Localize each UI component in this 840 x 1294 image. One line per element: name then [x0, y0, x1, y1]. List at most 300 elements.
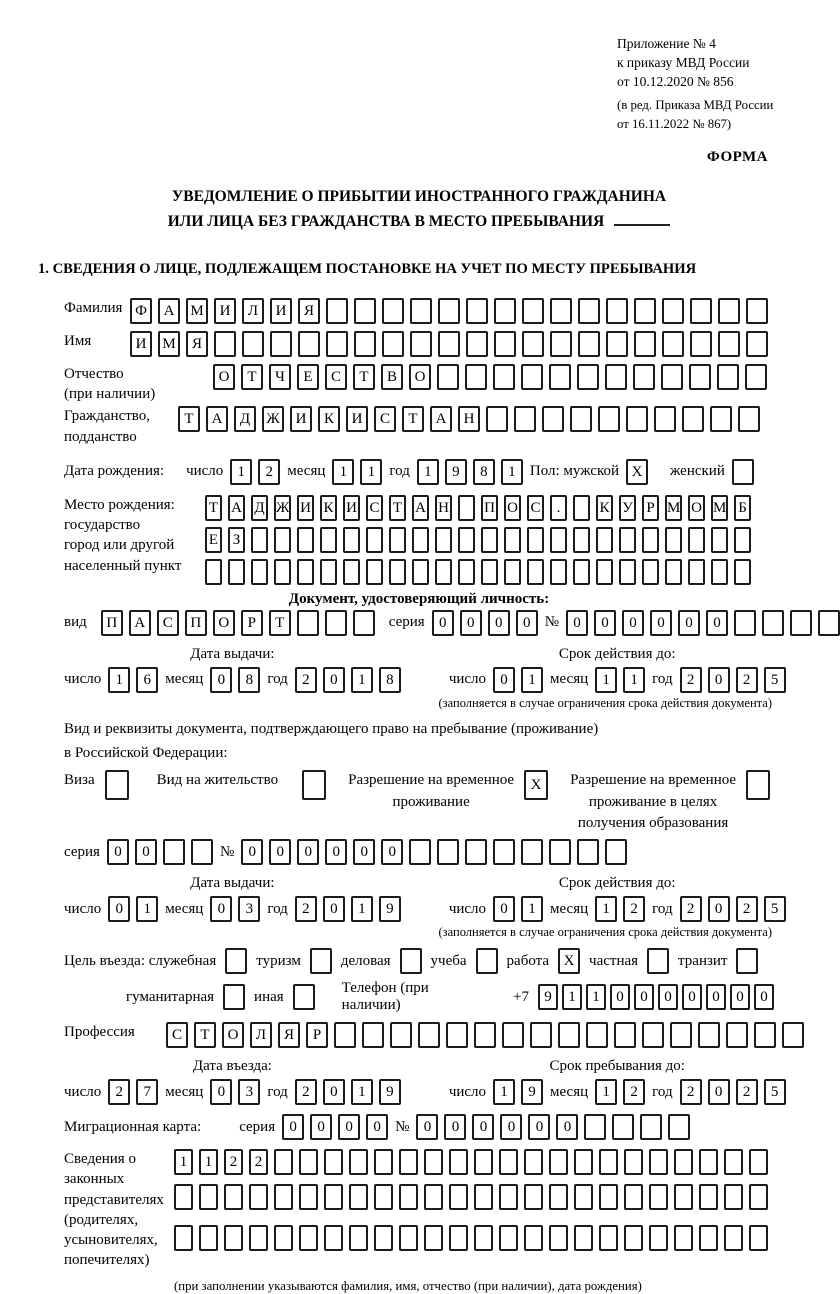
cell[interactable] — [499, 1149, 518, 1175]
cell[interactable] — [598, 406, 620, 432]
cell[interactable] — [736, 948, 758, 974]
cell[interactable] — [642, 527, 659, 553]
cell[interactable]: 5 — [764, 667, 786, 693]
cell[interactable]: Л — [242, 298, 264, 324]
cell[interactable] — [499, 1225, 518, 1251]
cell[interactable] — [574, 1184, 593, 1210]
cell[interactable] — [734, 527, 751, 553]
cell[interactable] — [298, 331, 320, 357]
cell[interactable] — [624, 1149, 643, 1175]
cell[interactable]: 7 — [136, 1079, 158, 1105]
cell[interactable] — [324, 1149, 343, 1175]
cell[interactable] — [458, 495, 475, 521]
cell[interactable] — [762, 610, 784, 636]
cell[interactable]: Ж — [274, 495, 291, 521]
cell[interactable] — [558, 1022, 580, 1048]
cell[interactable]: 0 — [323, 1079, 345, 1105]
cell[interactable] — [274, 1184, 293, 1210]
cell[interactable] — [400, 948, 422, 974]
cell[interactable] — [493, 364, 515, 390]
cell[interactable]: 2 — [295, 896, 317, 922]
cell[interactable] — [223, 984, 245, 1010]
cell[interactable] — [225, 948, 247, 974]
cell[interactable] — [724, 1225, 743, 1251]
cell[interactable]: 0 — [706, 610, 728, 636]
cell[interactable]: 1 — [623, 667, 645, 693]
cell[interactable] — [474, 1022, 496, 1048]
cell[interactable] — [320, 527, 337, 553]
cell[interactable]: 0 — [594, 610, 616, 636]
cell[interactable]: Е — [297, 364, 319, 390]
cell[interactable] — [599, 1149, 618, 1175]
cell[interactable] — [746, 298, 768, 324]
cell[interactable] — [577, 839, 599, 865]
cell[interactable]: У — [619, 495, 636, 521]
cell[interactable] — [549, 839, 571, 865]
cell[interactable]: 0 — [488, 610, 510, 636]
cell[interactable] — [689, 364, 711, 390]
cell[interactable] — [634, 298, 656, 324]
cell[interactable]: 0 — [353, 839, 375, 865]
cell[interactable] — [325, 610, 347, 636]
cell[interactable]: А — [412, 495, 429, 521]
cell[interactable]: 0 — [416, 1114, 438, 1140]
cell[interactable] — [270, 331, 292, 357]
cell[interactable] — [504, 559, 521, 585]
cell[interactable]: 0 — [269, 839, 291, 865]
cell[interactable] — [662, 331, 684, 357]
cell[interactable] — [481, 527, 498, 553]
cell[interactable] — [698, 1022, 720, 1048]
cell[interactable]: 0 — [754, 984, 774, 1010]
cell[interactable] — [665, 527, 682, 553]
cell[interactable] — [690, 331, 712, 357]
cell[interactable]: 0 — [210, 896, 232, 922]
cell[interactable] — [299, 1149, 318, 1175]
cell[interactable] — [619, 527, 636, 553]
cell[interactable] — [674, 1149, 693, 1175]
cell[interactable] — [366, 527, 383, 553]
cell[interactable]: И — [130, 331, 152, 357]
cell[interactable]: 0 — [323, 667, 345, 693]
cell[interactable] — [228, 559, 245, 585]
cell[interactable]: 2 — [680, 1079, 702, 1105]
cell[interactable] — [474, 1149, 493, 1175]
cell[interactable]: С — [166, 1022, 188, 1048]
cell[interactable] — [502, 1022, 524, 1048]
cell[interactable] — [724, 1149, 743, 1175]
cell[interactable] — [711, 527, 728, 553]
cell[interactable] — [612, 1114, 634, 1140]
cell[interactable] — [399, 1184, 418, 1210]
cell[interactable]: 8 — [379, 667, 401, 693]
cell[interactable] — [734, 559, 751, 585]
cell[interactable] — [324, 1225, 343, 1251]
cell[interactable] — [514, 406, 536, 432]
cell[interactable] — [274, 559, 291, 585]
cell[interactable]: С — [527, 495, 544, 521]
cell[interactable] — [382, 298, 404, 324]
cell[interactable]: 0 — [444, 1114, 466, 1140]
cell[interactable] — [734, 610, 756, 636]
cell[interactable]: 0 — [135, 839, 157, 865]
cell[interactable]: О — [213, 364, 235, 390]
cell[interactable] — [642, 1022, 664, 1048]
cell[interactable] — [409, 839, 431, 865]
cell[interactable]: 9 — [379, 896, 401, 922]
cell[interactable]: 1 — [174, 1149, 193, 1175]
cell[interactable]: 0 — [108, 896, 130, 922]
cell[interactable]: И — [343, 495, 360, 521]
cell[interactable] — [521, 364, 543, 390]
cell[interactable]: 1 — [521, 667, 543, 693]
cell[interactable]: О — [688, 495, 705, 521]
cell[interactable] — [654, 406, 676, 432]
cell[interactable]: Я — [186, 331, 208, 357]
cell[interactable]: 0 — [493, 896, 515, 922]
cell[interactable] — [633, 364, 655, 390]
cell[interactable] — [349, 1149, 368, 1175]
cell[interactable] — [550, 559, 567, 585]
cell[interactable]: 0 — [650, 610, 672, 636]
cell[interactable] — [424, 1184, 443, 1210]
cell[interactable] — [577, 364, 599, 390]
cell[interactable]: 0 — [706, 984, 726, 1010]
cell[interactable] — [249, 1225, 268, 1251]
cell[interactable]: 1 — [586, 984, 606, 1010]
cell[interactable]: М — [665, 495, 682, 521]
cell[interactable] — [626, 406, 648, 432]
cell[interactable]: 9 — [379, 1079, 401, 1105]
cell[interactable]: О — [409, 364, 431, 390]
cell[interactable] — [320, 559, 337, 585]
cell[interactable]: Д — [251, 495, 268, 521]
cell[interactable] — [649, 1184, 668, 1210]
cell[interactable] — [353, 610, 375, 636]
cell[interactable] — [302, 770, 326, 800]
cell[interactable]: 0 — [528, 1114, 550, 1140]
cell[interactable] — [362, 1022, 384, 1048]
cell[interactable] — [674, 1184, 693, 1210]
cell[interactable] — [399, 1225, 418, 1251]
cell[interactable]: И — [270, 298, 292, 324]
cell[interactable]: М — [711, 495, 728, 521]
cell[interactable] — [486, 406, 508, 432]
cell[interactable] — [550, 527, 567, 553]
cell[interactable]: 2 — [249, 1149, 268, 1175]
cell[interactable] — [224, 1184, 243, 1210]
cell[interactable]: 0 — [610, 984, 630, 1010]
cell[interactable] — [647, 948, 669, 974]
cell[interactable] — [549, 1184, 568, 1210]
cell[interactable]: Т — [205, 495, 222, 521]
cell[interactable] — [619, 559, 636, 585]
cell[interactable]: 0 — [325, 839, 347, 865]
cell[interactable]: 2 — [736, 1079, 758, 1105]
cell[interactable]: А — [228, 495, 245, 521]
cell[interactable] — [458, 559, 475, 585]
cell[interactable] — [605, 839, 627, 865]
cell[interactable]: Т — [353, 364, 375, 390]
cell[interactable]: Н — [435, 495, 452, 521]
cell[interactable]: 8 — [238, 667, 260, 693]
cell[interactable]: С — [157, 610, 179, 636]
cell[interactable]: Р — [241, 610, 263, 636]
cell[interactable] — [573, 527, 590, 553]
cell[interactable]: 1 — [360, 459, 382, 485]
cell[interactable]: П — [481, 495, 498, 521]
cell[interactable] — [549, 1149, 568, 1175]
cell[interactable] — [596, 559, 613, 585]
cell[interactable] — [481, 559, 498, 585]
cell[interactable]: Я — [298, 298, 320, 324]
cell[interactable]: Т — [269, 610, 291, 636]
cell[interactable] — [105, 770, 129, 800]
cell[interactable] — [297, 559, 314, 585]
cell[interactable] — [578, 298, 600, 324]
cell[interactable] — [661, 364, 683, 390]
cell[interactable]: 0 — [432, 610, 454, 636]
cell[interactable] — [574, 1149, 593, 1175]
cell[interactable] — [466, 298, 488, 324]
cell[interactable]: К — [596, 495, 613, 521]
cell[interactable]: 9 — [521, 1079, 543, 1105]
cell[interactable] — [446, 1022, 468, 1048]
cell[interactable] — [710, 406, 732, 432]
cell[interactable] — [326, 298, 348, 324]
cell[interactable]: 0 — [730, 984, 750, 1010]
cell[interactable] — [662, 298, 684, 324]
cell[interactable]: 1 — [136, 896, 158, 922]
cell[interactable] — [435, 559, 452, 585]
cell[interactable]: 2 — [224, 1149, 243, 1175]
cell[interactable]: X — [558, 948, 580, 974]
cell[interactable] — [334, 1022, 356, 1048]
cell[interactable]: В — [381, 364, 403, 390]
cell[interactable]: X — [626, 459, 648, 485]
cell[interactable] — [389, 527, 406, 553]
cell[interactable] — [573, 559, 590, 585]
cell[interactable]: С — [366, 495, 383, 521]
cell[interactable] — [343, 559, 360, 585]
cell[interactable]: Р — [642, 495, 659, 521]
cell[interactable]: 0 — [658, 984, 678, 1010]
cell[interactable]: 0 — [472, 1114, 494, 1140]
cell[interactable] — [494, 331, 516, 357]
cell[interactable]: 0 — [516, 610, 538, 636]
cell[interactable] — [366, 559, 383, 585]
cell[interactable] — [688, 527, 705, 553]
cell[interactable] — [699, 1225, 718, 1251]
cell[interactable] — [682, 406, 704, 432]
cell[interactable] — [670, 1022, 692, 1048]
cell[interactable] — [242, 331, 264, 357]
cell[interactable]: С — [325, 364, 347, 390]
cell[interactable]: 0 — [210, 1079, 232, 1105]
cell[interactable]: К — [318, 406, 340, 432]
cell[interactable]: 0 — [708, 896, 730, 922]
cell[interactable] — [599, 1184, 618, 1210]
cell[interactable] — [690, 298, 712, 324]
cell[interactable] — [570, 406, 592, 432]
cell[interactable] — [665, 559, 682, 585]
cell[interactable]: 0 — [310, 1114, 332, 1140]
cell[interactable] — [399, 1149, 418, 1175]
cell[interactable]: Л — [250, 1022, 272, 1048]
cell[interactable]: 0 — [323, 896, 345, 922]
cell[interactable]: 0 — [566, 610, 588, 636]
cell[interactable] — [584, 1114, 606, 1140]
cell[interactable]: Т — [194, 1022, 216, 1048]
cell[interactable] — [214, 331, 236, 357]
cell[interactable]: 0 — [500, 1114, 522, 1140]
cell[interactable]: 2 — [108, 1079, 130, 1105]
cell[interactable] — [790, 610, 812, 636]
cell[interactable] — [550, 331, 572, 357]
cell[interactable]: Б — [734, 495, 751, 521]
cell[interactable]: З — [228, 527, 245, 553]
cell[interactable] — [522, 298, 544, 324]
cell[interactable]: 1 — [493, 1079, 515, 1105]
cell[interactable] — [374, 1184, 393, 1210]
cell[interactable]: 6 — [136, 667, 158, 693]
cell[interactable]: Ф — [130, 298, 152, 324]
cell[interactable]: 2 — [295, 667, 317, 693]
cell[interactable] — [458, 527, 475, 553]
cell[interactable] — [412, 527, 429, 553]
cell[interactable]: 1 — [595, 1079, 617, 1105]
cell[interactable] — [354, 331, 376, 357]
cell[interactable] — [324, 1184, 343, 1210]
cell[interactable] — [349, 1184, 368, 1210]
cell[interactable]: 0 — [297, 839, 319, 865]
cell[interactable]: 3 — [238, 896, 260, 922]
cell[interactable] — [642, 559, 659, 585]
cell[interactable]: 1 — [199, 1149, 218, 1175]
cell[interactable] — [504, 527, 521, 553]
cell[interactable]: П — [185, 610, 207, 636]
cell[interactable] — [199, 1184, 218, 1210]
cell[interactable] — [549, 364, 571, 390]
cell[interactable] — [438, 298, 460, 324]
cell[interactable] — [174, 1184, 193, 1210]
cell[interactable] — [199, 1225, 218, 1251]
cell[interactable] — [274, 1149, 293, 1175]
cell[interactable]: 3 — [238, 1079, 260, 1105]
cell[interactable]: 5 — [764, 1079, 786, 1105]
cell[interactable]: 9 — [538, 984, 558, 1010]
cell[interactable]: 0 — [708, 667, 730, 693]
cell[interactable] — [521, 839, 543, 865]
cell[interactable]: Д — [234, 406, 256, 432]
cell[interactable]: И — [214, 298, 236, 324]
cell[interactable]: X — [524, 770, 548, 800]
cell[interactable] — [449, 1184, 468, 1210]
cell[interactable]: М — [158, 331, 180, 357]
cell[interactable]: 2 — [258, 459, 280, 485]
cell[interactable]: 0 — [622, 610, 644, 636]
cell[interactable] — [606, 298, 628, 324]
cell[interactable] — [549, 1225, 568, 1251]
cell[interactable] — [550, 298, 572, 324]
cell[interactable] — [412, 559, 429, 585]
cell[interactable] — [494, 298, 516, 324]
cell[interactable] — [343, 527, 360, 553]
cell[interactable] — [624, 1184, 643, 1210]
cell[interactable] — [437, 364, 459, 390]
cell[interactable]: 2 — [680, 896, 702, 922]
cell[interactable] — [299, 1184, 318, 1210]
cell[interactable]: Е — [205, 527, 222, 553]
cell[interactable] — [726, 1022, 748, 1048]
cell[interactable]: 0 — [107, 839, 129, 865]
cell[interactable]: . — [550, 495, 567, 521]
cell[interactable] — [640, 1114, 662, 1140]
cell[interactable] — [599, 1225, 618, 1251]
cell[interactable]: 2 — [623, 896, 645, 922]
cell[interactable] — [449, 1225, 468, 1251]
cell[interactable]: Т — [389, 495, 406, 521]
cell[interactable] — [522, 331, 544, 357]
cell[interactable]: А — [206, 406, 228, 432]
cell[interactable]: 0 — [634, 984, 654, 1010]
cell[interactable] — [586, 1022, 608, 1048]
cell[interactable] — [542, 406, 564, 432]
cell[interactable] — [578, 331, 600, 357]
cell[interactable] — [474, 1225, 493, 1251]
cell[interactable] — [699, 1149, 718, 1175]
cell[interactable]: 1 — [332, 459, 354, 485]
cell[interactable] — [224, 1225, 243, 1251]
cell[interactable] — [374, 1225, 393, 1251]
cell[interactable]: Р — [306, 1022, 328, 1048]
cell[interactable] — [274, 527, 291, 553]
cell[interactable]: 0 — [682, 984, 702, 1010]
cell[interactable] — [527, 527, 544, 553]
cell[interactable]: 1 — [230, 459, 252, 485]
cell[interactable]: П — [101, 610, 123, 636]
cell[interactable]: Я — [278, 1022, 300, 1048]
cell[interactable] — [465, 839, 487, 865]
cell[interactable] — [374, 1149, 393, 1175]
cell[interactable] — [449, 1149, 468, 1175]
cell[interactable] — [382, 331, 404, 357]
cell[interactable] — [524, 1184, 543, 1210]
cell[interactable] — [499, 1184, 518, 1210]
cell[interactable] — [649, 1149, 668, 1175]
cell[interactable]: О — [504, 495, 521, 521]
cell[interactable]: 0 — [556, 1114, 578, 1140]
cell[interactable] — [717, 364, 739, 390]
cell[interactable]: А — [158, 298, 180, 324]
cell[interactable]: 0 — [282, 1114, 304, 1140]
cell[interactable]: А — [430, 406, 452, 432]
cell[interactable]: Т — [241, 364, 263, 390]
cell[interactable] — [749, 1184, 768, 1210]
cell[interactable]: 0 — [241, 839, 263, 865]
cell[interactable]: 0 — [708, 1079, 730, 1105]
cell[interactable] — [614, 1022, 636, 1048]
cell[interactable] — [738, 406, 760, 432]
cell[interactable] — [326, 331, 348, 357]
cell[interactable] — [424, 1149, 443, 1175]
cell[interactable] — [606, 331, 628, 357]
cell[interactable]: 1 — [351, 1079, 373, 1105]
cell[interactable] — [574, 1225, 593, 1251]
cell[interactable] — [174, 1225, 193, 1251]
cell[interactable] — [465, 364, 487, 390]
cell[interactable] — [573, 495, 590, 521]
